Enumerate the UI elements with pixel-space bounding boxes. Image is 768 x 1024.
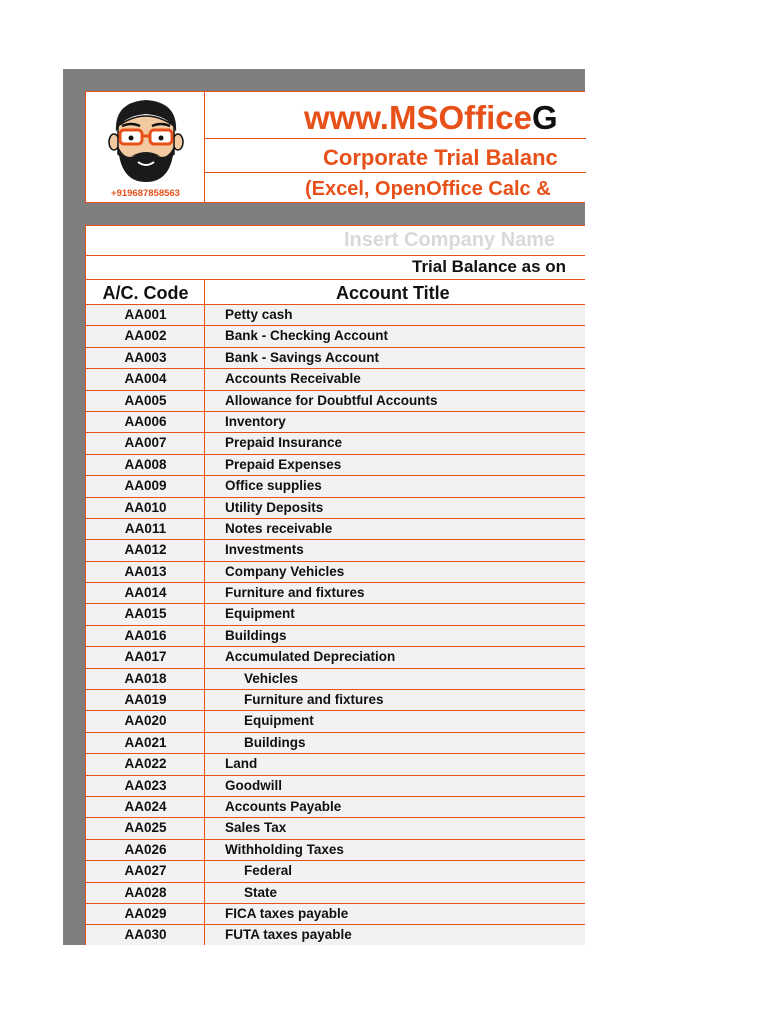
table-row[interactable] — [86, 519, 585, 540]
account-title: Federal — [244, 863, 293, 879]
account-code: AA005 — [124, 392, 167, 408]
account-title: Sales Tax — [225, 820, 287, 836]
trial-balance-table — [85, 225, 585, 945]
table-row[interactable] — [86, 776, 585, 797]
column-header-title: Account Title — [336, 283, 450, 303]
table-row[interactable] — [86, 604, 585, 625]
account-code: AA023 — [124, 777, 167, 793]
account-code: AA027 — [124, 863, 167, 879]
account-code: AA022 — [124, 756, 167, 772]
account-title: Bank - Checking Account — [225, 328, 389, 344]
company-name-input[interactable]: Insert Company Name — [344, 229, 556, 251]
account-code: AA028 — [124, 884, 167, 900]
table-border — [86, 255, 585, 256]
account-title: Petty cash — [225, 307, 293, 322]
account-code: AA014 — [124, 585, 167, 601]
platforms-subtitle: (Excel, OpenOffice Calc & — [305, 178, 551, 200]
table-row[interactable] — [86, 305, 585, 326]
account-title: Inventory — [225, 413, 286, 429]
table-row[interactable] — [86, 476, 585, 497]
header-banner — [85, 91, 585, 203]
table-row[interactable] — [86, 540, 585, 561]
account-title: State — [244, 884, 278, 900]
account-title: Withholding Taxes — [225, 841, 344, 857]
table-row[interactable] — [86, 669, 585, 690]
bearded-man-glasses-logo-icon — [100, 96, 192, 184]
account-code: AA013 — [124, 563, 167, 579]
account-code: AA015 — [124, 606, 167, 622]
account-code: AA010 — [124, 499, 167, 515]
table-row[interactable] — [86, 883, 585, 904]
site-title-prefix: www.MSOffice — [304, 99, 532, 136]
account-code: AA025 — [124, 820, 167, 836]
logo-cell — [86, 92, 205, 202]
account-title: Prepaid Insurance — [225, 435, 343, 451]
account-title: Vehicles — [244, 670, 299, 686]
table-row[interactable] — [86, 455, 585, 476]
as-of-label: Trial Balance as on — [412, 257, 567, 276]
site-title-suffix: G — [531, 99, 558, 136]
account-title: Accounts Receivable — [225, 371, 361, 387]
account-title: Notes receivable — [225, 520, 333, 536]
column-separator — [204, 279, 205, 945]
account-title: Furniture and fixtures — [244, 692, 384, 708]
account-title: Utility Deposits — [225, 499, 324, 515]
account-title: Bank - Savings Account — [225, 349, 380, 365]
table-border — [86, 225, 585, 226]
table-border — [86, 279, 585, 280]
account-title: Buildings — [244, 734, 306, 750]
account-title: Land — [225, 756, 258, 772]
account-title: Equipment — [225, 606, 295, 622]
phone-number: +919687858563 — [111, 188, 180, 199]
table-row[interactable] — [86, 626, 585, 647]
account-code: AA011 — [124, 520, 167, 536]
table-row[interactable] — [86, 562, 585, 583]
account-rows — [86, 305, 585, 945]
account-code: AA021 — [124, 734, 167, 750]
table-row[interactable] — [86, 412, 585, 433]
account-title: FICA taxes payable — [225, 905, 349, 921]
account-title: Furniture and fixtures — [225, 585, 365, 601]
column-header-code: A/C. Code — [102, 283, 189, 303]
account-code: AA002 — [124, 328, 167, 344]
table-row[interactable] — [86, 861, 585, 882]
account-title: Allowance for Doubtful Accounts — [225, 392, 438, 408]
account-title: Equipment — [244, 713, 314, 729]
account-title: Accounts Payable — [225, 798, 342, 814]
table-row[interactable] — [86, 369, 585, 390]
account-code: AA016 — [124, 627, 167, 643]
account-code: AA008 — [124, 456, 167, 472]
account-title: Company Vehicles — [225, 563, 345, 579]
account-code: AA006 — [124, 413, 167, 429]
table-row[interactable] — [86, 818, 585, 839]
account-title: Buildings — [225, 627, 287, 643]
table-row[interactable] — [86, 433, 585, 454]
account-title: Prepaid Expenses — [225, 456, 342, 472]
account-code: AA001 — [124, 307, 167, 322]
account-title: Goodwill — [225, 777, 282, 793]
account-code: AA018 — [124, 670, 167, 686]
account-title: Investments — [225, 542, 304, 558]
table-row[interactable] — [86, 583, 585, 604]
account-code: AA017 — [124, 649, 167, 665]
account-code: AA029 — [124, 905, 167, 921]
site-title[interactable] — [304, 98, 558, 138]
table-row[interactable] — [86, 647, 585, 668]
table-row[interactable] — [86, 925, 585, 945]
table-row[interactable] — [86, 711, 585, 732]
table-row[interactable] — [86, 904, 585, 925]
account-code: AA009 — [124, 478, 167, 494]
table-row[interactable] — [86, 326, 585, 347]
account-title: FUTA taxes payable — [225, 927, 352, 943]
table-row[interactable] — [86, 690, 585, 711]
account-code: AA004 — [124, 371, 167, 387]
table-row[interactable] — [86, 754, 585, 775]
header-divider — [205, 172, 586, 173]
table-row[interactable] — [86, 498, 585, 519]
table-row[interactable] — [86, 733, 585, 754]
account-title: Accumulated Depreciation — [225, 649, 396, 665]
account-code: AA020 — [124, 713, 167, 729]
header-divider — [205, 138, 586, 139]
table-row[interactable] — [86, 391, 585, 412]
account-title: Office supplies — [225, 478, 322, 494]
table-row[interactable] — [86, 348, 585, 369]
account-code: AA030 — [124, 927, 167, 943]
account-code: AA007 — [124, 435, 167, 451]
template-subtitle: Corporate Trial Balanc — [323, 145, 558, 170]
account-code: AA019 — [124, 692, 167, 708]
account-code: AA003 — [124, 349, 167, 365]
account-code: AA026 — [124, 841, 167, 857]
account-code: AA012 — [124, 542, 167, 558]
table-row[interactable] — [86, 840, 585, 861]
table-row[interactable] — [86, 797, 585, 818]
account-code: AA024 — [124, 798, 167, 814]
